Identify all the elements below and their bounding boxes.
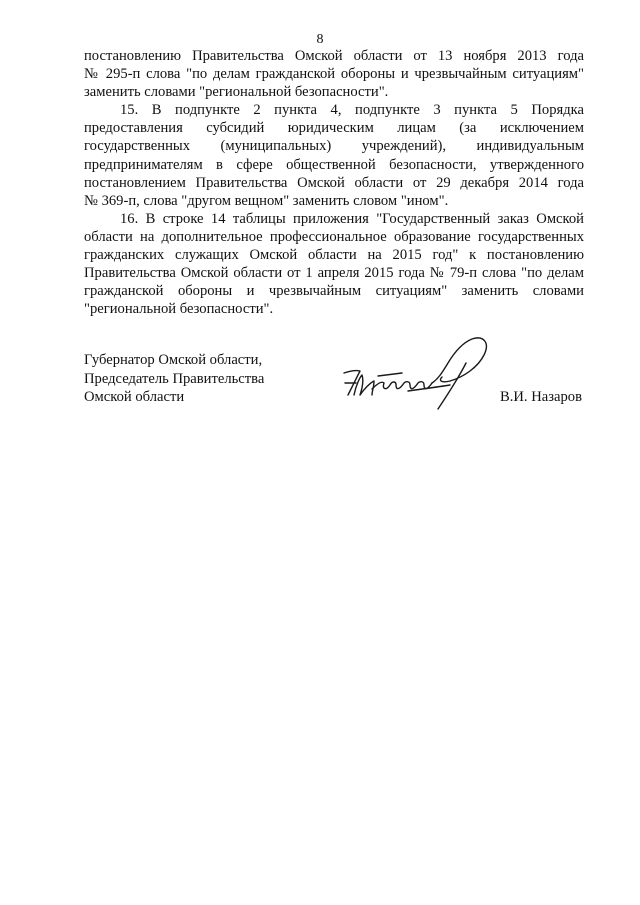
paragraph-line: предоставления субсидий юридическим лицам (за исключением: [84, 120, 584, 137]
paragraph-line: государственных (муниципальных) учреждений), индивидуальным: [84, 138, 584, 155]
signer-name: В.И. Назаров: [500, 389, 582, 405]
paragraph-line: постановлением Правительства Омской области от 29 декабря 2014 года: [84, 174, 584, 191]
paragraph-line: 16. В строке 14 таблицы приложения "Государственный заказ Омской: [120, 210, 584, 227]
signatory-line: Председатель Правительства: [84, 370, 265, 387]
paragraph-line: 15. В подпункте 2 пункта 4, подпункте 3 пункта 5 Порядка: [120, 102, 584, 119]
signatory-line: Омской области: [84, 389, 185, 405]
paragraph-line: заменить словами "региональной безопасности".: [84, 84, 389, 101]
paragraph-line: предпринимателям в сфере общественной безопасности, утвержденного: [84, 156, 584, 173]
handwritten-signature-icon: [338, 333, 498, 415]
page-number: 8: [316, 32, 324, 47]
paragraph-line: гражданской обороны и чрезвычайным ситуациям" заменить словами: [84, 283, 584, 300]
document-body: [84, 47, 584, 318]
signatory-line: Губернатор Омской области,: [84, 352, 263, 368]
paragraph-line: № 295-п слова "по делам гражданской обороны и чрезвычайным ситуациям": [84, 66, 584, 83]
signatory-title: [84, 351, 264, 407]
paragraph-line: гражданских служащих Омской области на 2015 год" к постановлению: [84, 247, 584, 264]
paragraph-line: постановлению Правительства Омской области от 13 ноября 2013 года: [84, 48, 584, 64]
paragraph-line: "региональной безопасности".: [84, 301, 274, 318]
paragraph-line: Правительства Омской области от 1 апреля 2015 года № 79-п слова "по делам: [84, 265, 584, 282]
paragraph-line: № 369-п, слова "другом вещном" заменить словом "ином".: [84, 192, 449, 209]
paragraph-line: области на дополнительное профессиональное образование государственных: [84, 228, 584, 245]
